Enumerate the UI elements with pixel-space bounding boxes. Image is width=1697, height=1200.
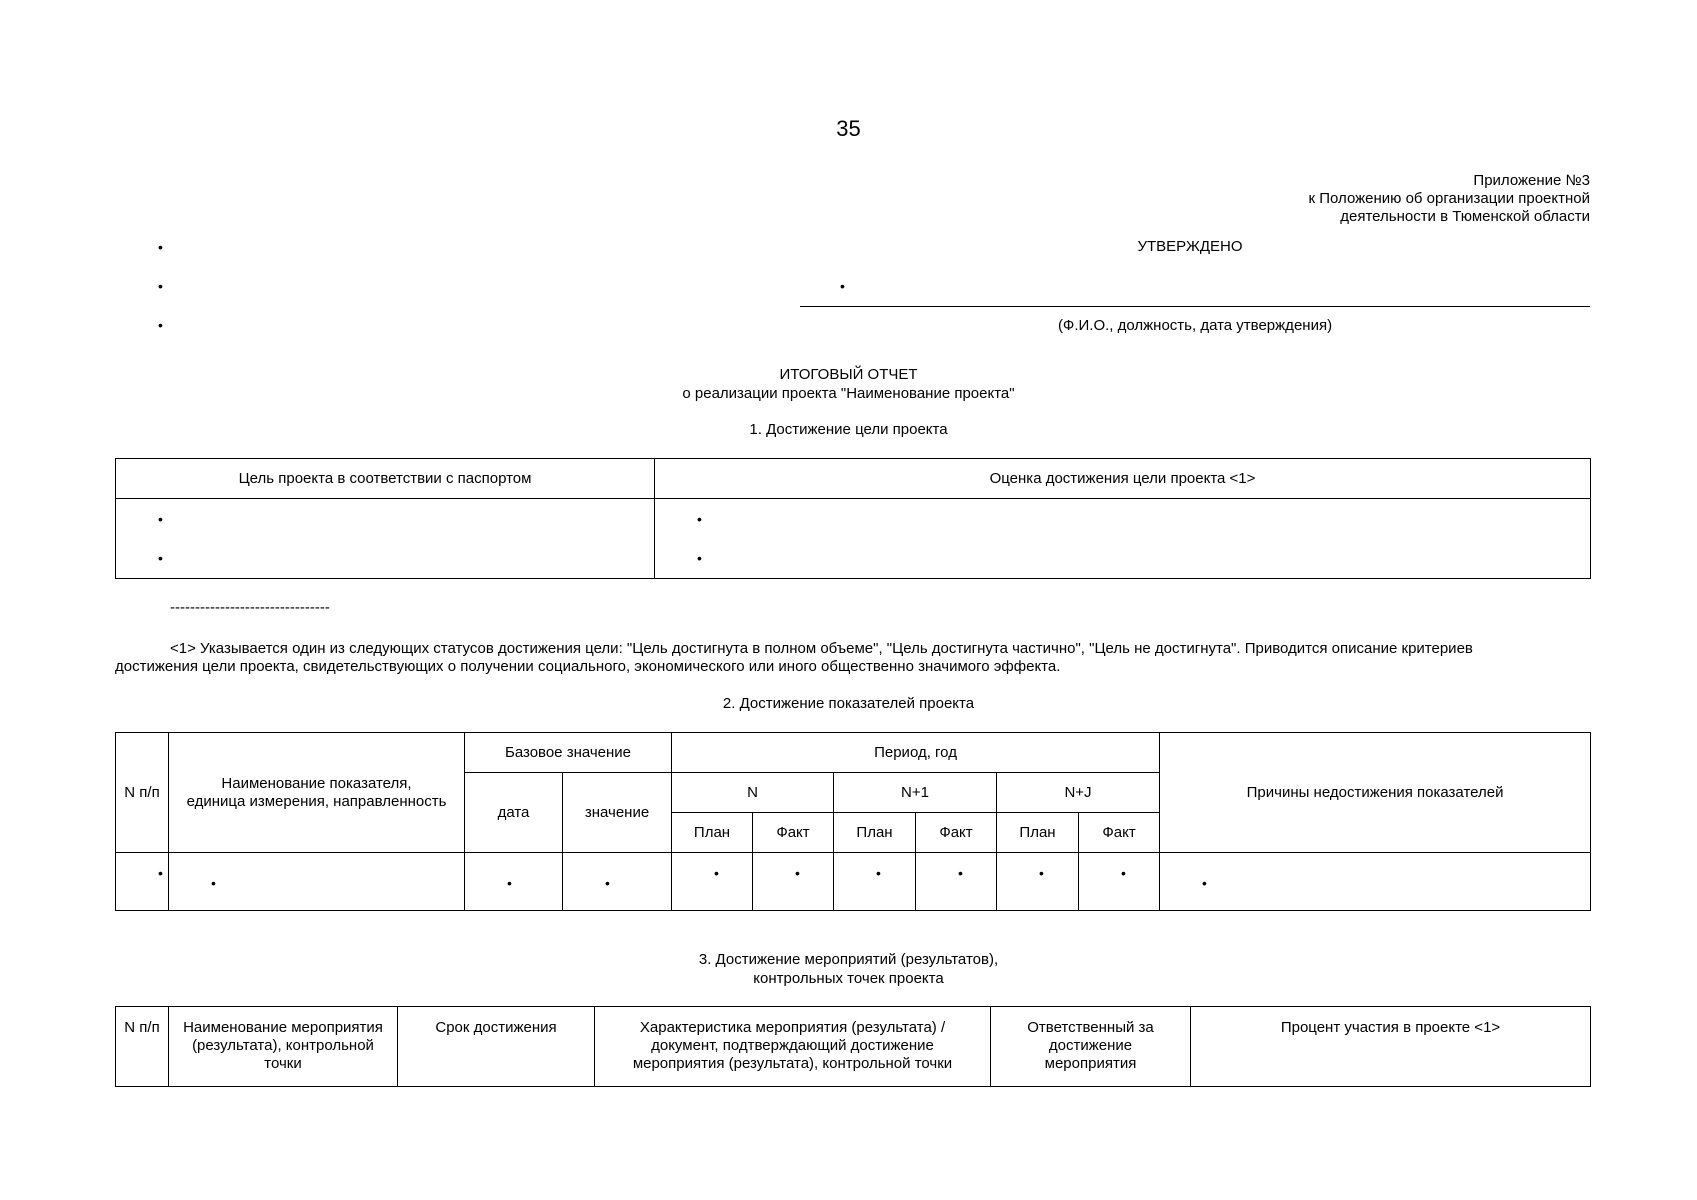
table-cell xyxy=(563,853,672,911)
section3-heading-line2: контрольных точек проекта xyxy=(753,970,944,987)
appendix-line2: к Положению об организации проектной xyxy=(1308,190,1590,207)
fact-header: Факт xyxy=(753,813,834,853)
indicator-name-header-line1: Наименование показателя, xyxy=(221,774,412,792)
characteristic-header-line1: Характеристика мероприятия (результата) / xyxy=(639,1019,946,1036)
table-cell xyxy=(834,853,916,911)
indicator-name-header-line2: единица измерения, направленность xyxy=(186,792,447,810)
bullet: • xyxy=(876,865,881,881)
goal-table xyxy=(115,458,1591,579)
bullet: • xyxy=(840,278,845,294)
characteristic-header-line3: мероприятия (результата), контрольной точки xyxy=(632,1055,953,1072)
bullet: • xyxy=(1202,875,1207,891)
bullet: • xyxy=(1121,865,1126,881)
responsible-column-header xyxy=(991,1007,1191,1087)
approved-caption: (Ф.И.О., должность, дата утверждения) xyxy=(1057,317,1333,334)
table-cell xyxy=(1160,853,1591,911)
activities-table xyxy=(115,1006,1591,1087)
table-cell xyxy=(465,853,563,911)
bullet: • xyxy=(714,865,719,881)
bullet: • xyxy=(158,278,163,294)
bullet: • xyxy=(958,865,963,881)
table-cell xyxy=(116,853,169,911)
responsible-header-line2: достижение xyxy=(1048,1037,1133,1054)
plan-header: План xyxy=(672,813,753,853)
plan-header: План xyxy=(997,813,1079,853)
num-column-header: N п/п xyxy=(116,733,169,853)
appendix-line1: Приложение №3 xyxy=(1473,172,1590,189)
bullet: • xyxy=(507,875,512,891)
table-cell xyxy=(753,853,834,911)
footnote-separator: -------------------------------- xyxy=(170,599,330,616)
bullet: • xyxy=(158,550,163,566)
report-title xyxy=(0,365,1697,403)
period-header: Период, год xyxy=(672,733,1160,773)
goal-cell xyxy=(116,499,655,579)
section2-heading: 2. Достижение показателей проекта xyxy=(722,695,975,712)
responsible-header-line1: Ответственный за xyxy=(1027,1019,1154,1036)
footnote-line2: достижения цели проекта, свидетельствующих о получении социального, экономического или иного общественно значимого эффекта. xyxy=(115,658,1061,675)
activity-name-header-line3: точки xyxy=(264,1055,302,1072)
bullet: • xyxy=(211,875,216,891)
participation-percent-column-header: Процент участия в проекте <1> xyxy=(1191,1007,1591,1087)
indicator-name-column-header xyxy=(169,733,465,853)
reasons-column-header: Причины недостижения показателей xyxy=(1160,733,1591,853)
bullet: • xyxy=(697,550,702,566)
period-n-header: N xyxy=(672,773,834,813)
table-cell xyxy=(1079,853,1160,911)
activity-name-column-header xyxy=(169,1007,398,1087)
bullet: • xyxy=(605,875,610,891)
indicators-table xyxy=(115,732,1591,911)
goal-assessment-cell xyxy=(655,499,1591,579)
period-n1-header: N+1 xyxy=(834,773,997,813)
section3-heading xyxy=(0,950,1697,988)
section1-heading: 1. Достижение цели проекта xyxy=(749,421,948,438)
bullet: • xyxy=(1039,865,1044,881)
bullet: • xyxy=(158,865,163,881)
table-cell xyxy=(672,853,753,911)
bullet: • xyxy=(795,865,800,881)
characteristic-header-line2: документ, подтверждающий достижение xyxy=(651,1037,934,1054)
footnote-text xyxy=(115,640,1590,676)
table-cell xyxy=(169,853,465,911)
bullet: • xyxy=(158,511,163,527)
fact-header: Факт xyxy=(1079,813,1160,853)
num-column-header: N п/п xyxy=(116,1007,169,1087)
report-title-line1: ИТОГОВЫЙ ОТЧЕТ xyxy=(779,366,918,383)
section3-heading-line1: 3. Достижение мероприятий (результатов), xyxy=(698,951,999,968)
table-cell xyxy=(916,853,997,911)
deadline-column-header: Срок достижения xyxy=(398,1007,595,1087)
plan-header: План xyxy=(834,813,916,853)
goal-assessment-column-header: Оценка достижения цели проекта <1> xyxy=(655,459,1591,499)
base-val-header: значение xyxy=(563,773,672,853)
activity-name-header-line2: (результата), контрольной xyxy=(192,1037,374,1054)
period-nj-header: N+J xyxy=(997,773,1160,813)
bullet: • xyxy=(158,317,163,333)
responsible-header-line3: мероприятия xyxy=(1044,1055,1137,1072)
approved-label: УТВЕРЖДЕНО xyxy=(1137,238,1243,255)
bullet: • xyxy=(697,511,702,527)
fact-header: Факт xyxy=(916,813,997,853)
activity-name-header-line1: Наименование мероприятия xyxy=(183,1019,383,1036)
signature-line xyxy=(800,306,1590,307)
base-value-header: Базовое значение xyxy=(465,733,672,773)
bullet: • xyxy=(158,239,163,255)
appendix-line3: деятельности в Тюменской области xyxy=(1340,208,1590,225)
characteristic-column-header xyxy=(595,1007,991,1087)
goal-column-header: Цель проекта в соответствии с паспортом xyxy=(116,459,655,499)
page-number: 35 xyxy=(836,116,861,141)
table-cell xyxy=(997,853,1079,911)
appendix-block xyxy=(1309,172,1591,226)
base-date-header: дата xyxy=(465,773,563,853)
report-title-line2: о реализации проекта "Наименование проекта" xyxy=(682,385,1015,402)
footnote-line1: <1> Указывается один из следующих статусов достижения цели: "Цель достигнута в полном объеме", "Цель достигнута частично", "Цель не достигнута". Приводится описание критериев xyxy=(170,640,1473,657)
